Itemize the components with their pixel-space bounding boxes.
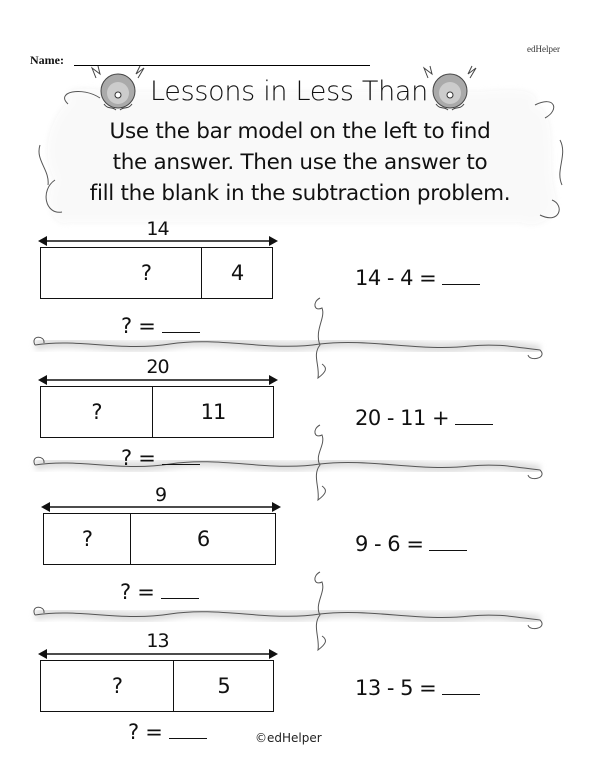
instruction-line: Use the bar model on the left to find (109, 119, 491, 144)
bar-known-segment: 4 (201, 248, 272, 298)
equation-blank[interactable] (429, 549, 467, 551)
bar-model (40, 386, 274, 438)
answer-prompt (128, 720, 207, 744)
answer-blank[interactable] (162, 331, 200, 333)
double-arrow-icon (38, 236, 278, 246)
bar-model (40, 247, 273, 299)
copyright-footer: ©edHelper (255, 731, 322, 745)
double-arrow-icon (41, 502, 281, 512)
answer-prompt (120, 580, 199, 604)
subtraction-equation (355, 406, 493, 430)
bar-total-label: 14 (146, 218, 169, 240)
worksheet-title: Lessons in Less Than (150, 76, 428, 107)
bar-total-label: 13 (146, 630, 169, 652)
bar-unknown-segment: ? (91, 400, 102, 424)
brand-label: edHelper (527, 44, 560, 54)
equation-label: 13 - 5 = (355, 676, 437, 700)
equation-blank[interactable] (455, 423, 493, 425)
bar-model (43, 513, 276, 565)
answer-prompt (121, 314, 200, 338)
answer-blank[interactable] (162, 463, 200, 465)
double-arrow-icon (38, 649, 278, 659)
answer-prompt (121, 446, 200, 470)
bar-unknown-segment: ? (81, 527, 93, 551)
equation-label: 20 - 11 + (355, 406, 450, 430)
equation-blank[interactable] (442, 693, 480, 695)
subtraction-equation (355, 676, 480, 700)
equation-blank[interactable] (442, 283, 480, 285)
bar-known-segment: 5 (173, 661, 273, 711)
bar-model (40, 660, 274, 712)
name-label: Name: (30, 53, 64, 67)
bar-unknown-segment: ? (111, 674, 123, 698)
double-arrow-icon (38, 375, 278, 385)
answer-prompt-label: ? = (121, 446, 156, 470)
bar-total-label: 9 (154, 484, 167, 506)
instructions (40, 116, 560, 209)
answer-prompt-label: ? = (128, 720, 163, 744)
subtraction-equation (355, 532, 467, 556)
equation-label: 9 - 6 = (355, 532, 424, 556)
bar-unknown-segment: ? (140, 261, 152, 285)
bar-known-segment: 11 (152, 387, 273, 437)
instruction-line: the answer. Then use the answer to (112, 150, 488, 175)
answer-prompt-label: ? = (120, 580, 155, 604)
answer-blank[interactable] (161, 597, 199, 599)
answer-prompt-label: ? = (121, 314, 156, 338)
equation-label: 14 - 4 = (355, 266, 437, 290)
bar-known-segment: 6 (130, 514, 275, 564)
instruction-line: fill the blank in the subtraction problem. (89, 181, 511, 206)
subtraction-equation (355, 266, 480, 290)
answer-blank[interactable] (169, 737, 207, 739)
bar-total-label: 20 (146, 356, 169, 378)
hedgehog-mascot-icon (86, 64, 150, 114)
